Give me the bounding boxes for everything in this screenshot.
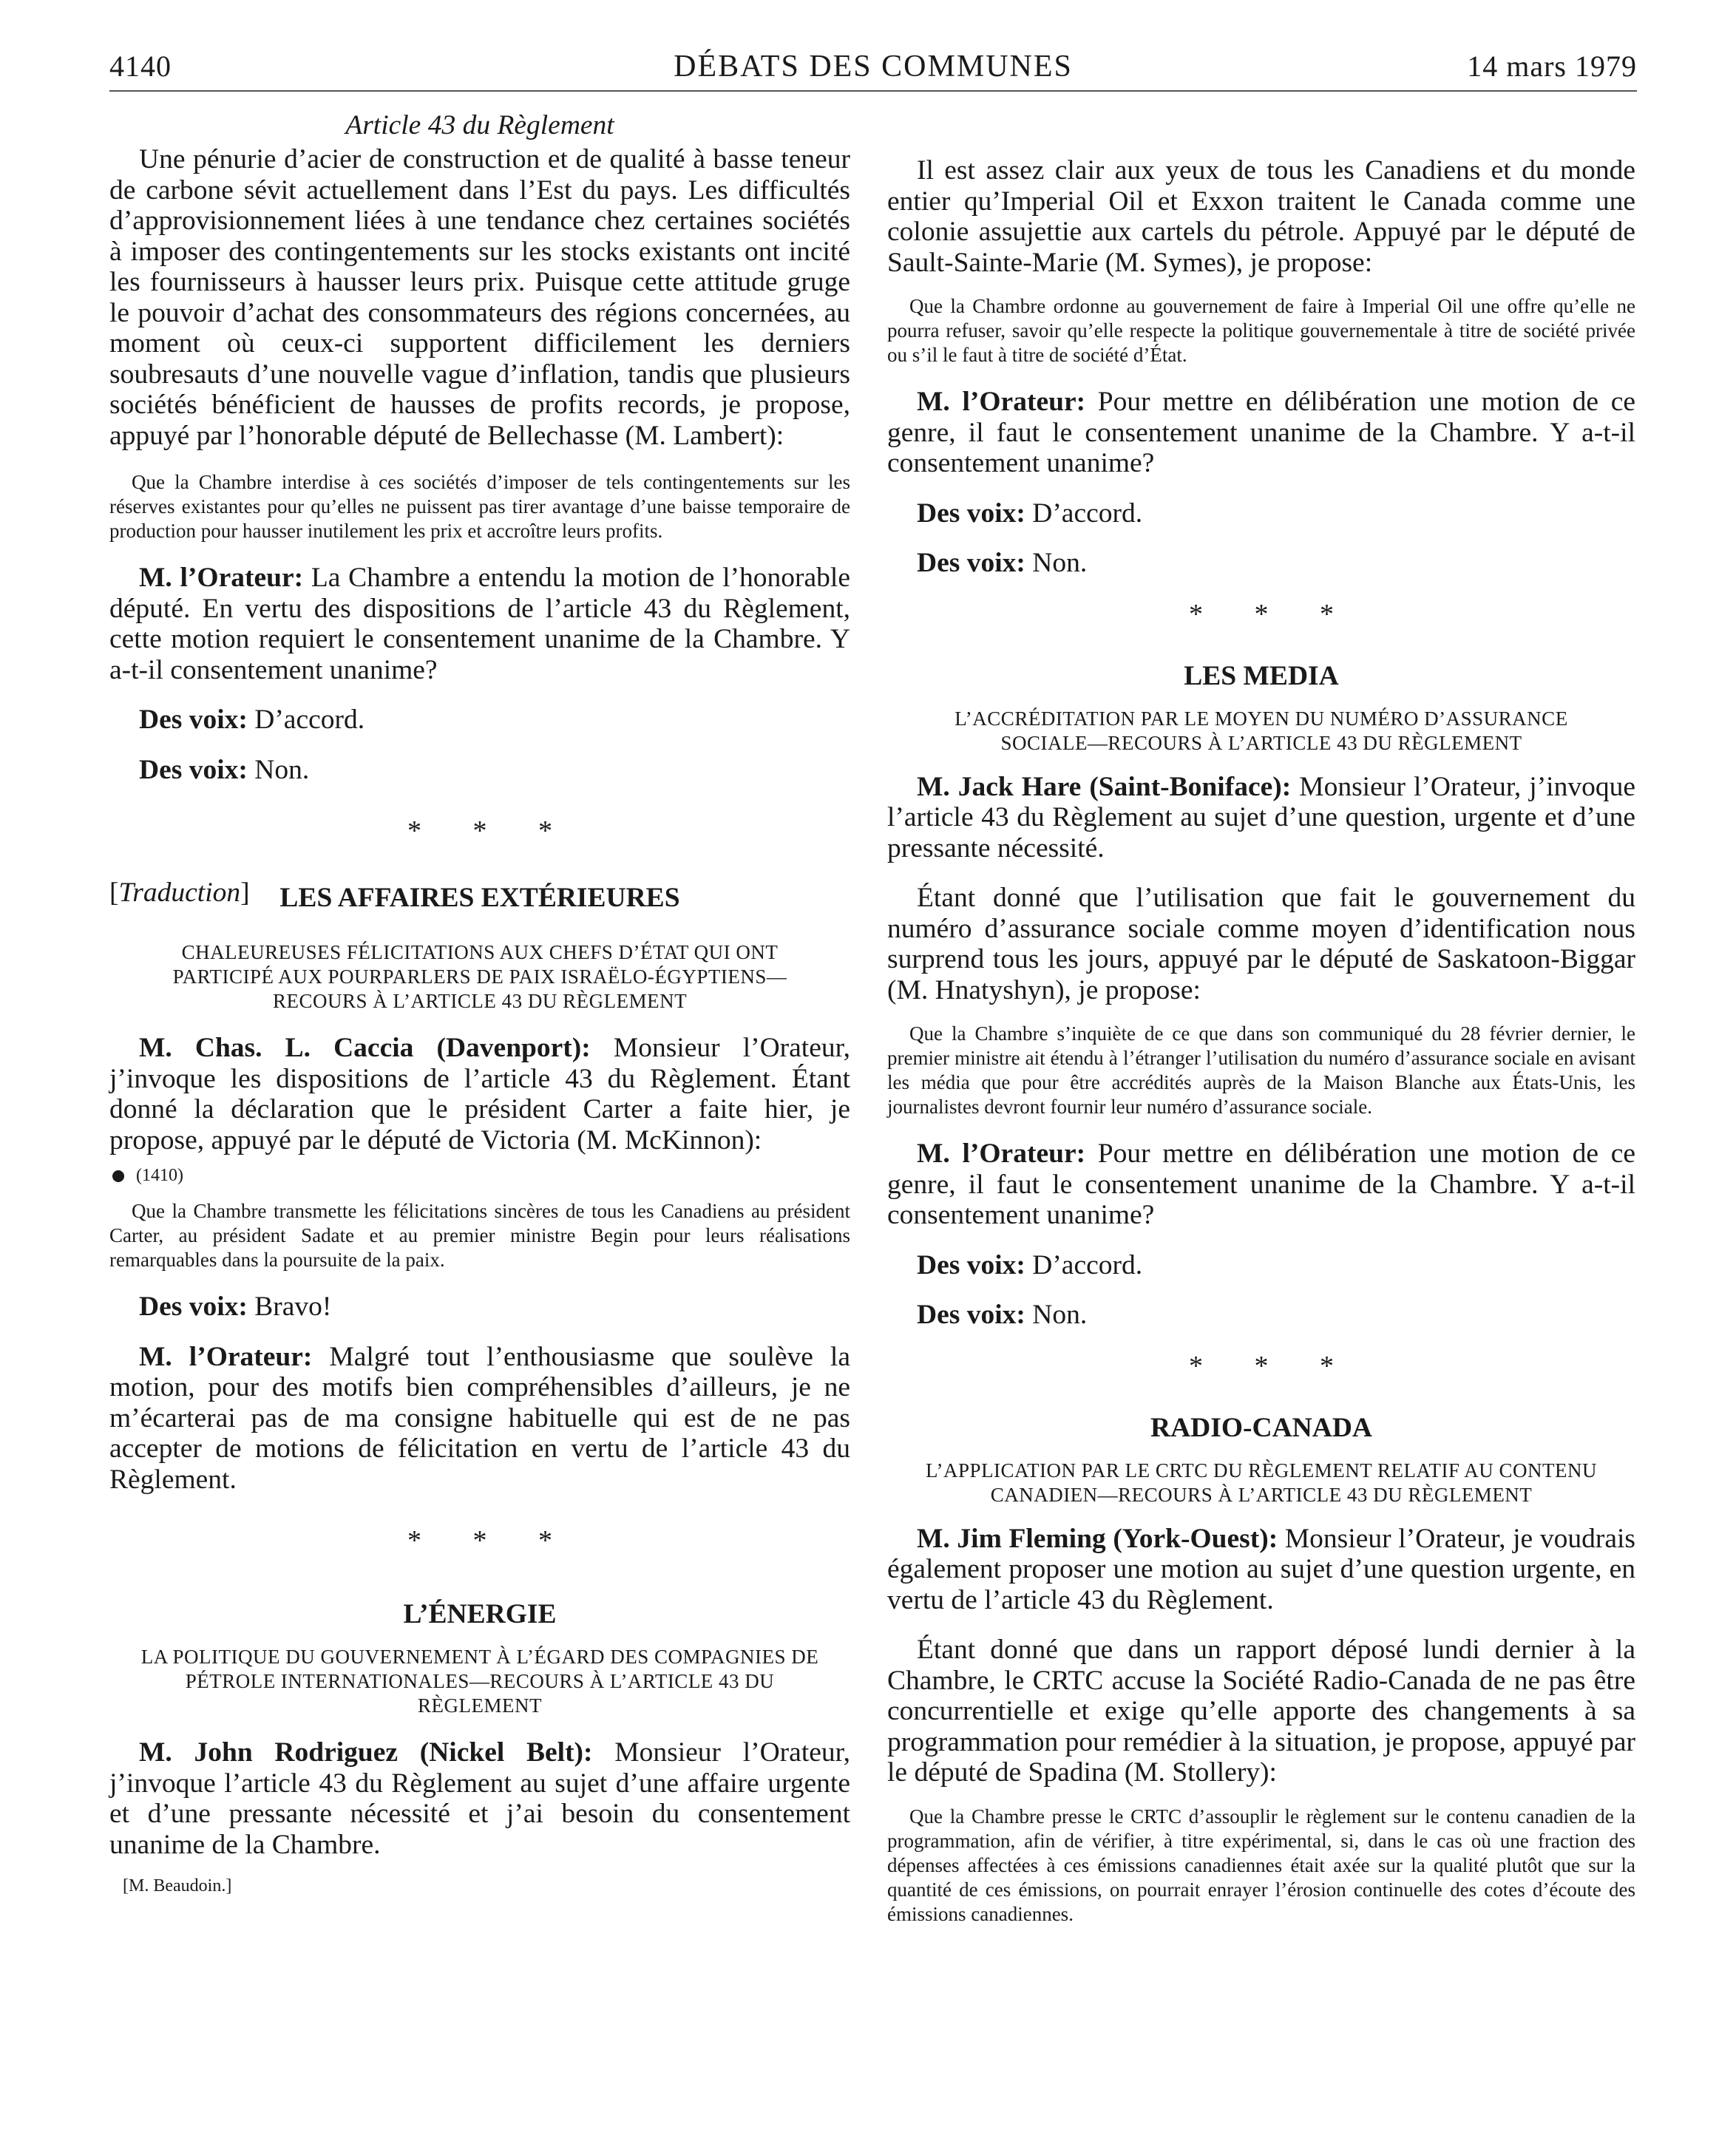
speech-text: La Chambre a entendu la motion de l’honorable député. En vertu des dispositions de l’article 43 du Règlement, cette motion requiert le consentement unanime de la Chambre. Y a-t-il consentement unanime?	[109, 563, 850, 685]
page-date: 14 mars 1979	[1467, 50, 1637, 83]
section-separator: * * *	[1189, 1350, 1356, 1382]
voices-agree	[887, 1250, 1635, 1281]
speaker-paragraph	[887, 1138, 1635, 1231]
voices-response: Bravo!	[247, 1292, 332, 1322]
speaker-name: M. l’Orateur:	[917, 1138, 1086, 1169]
motion-text: Que la Chambre interdise à ces sociétés d’imposer de tels contingentements sur les réserves existantes pour qu’elles ne puissent pas tirer avantage d’une baisse temporaire de production pour hausser inutilement les prix et accroître leurs profits.	[109, 471, 850, 542]
voices-no	[887, 548, 1635, 579]
voices-label: Des voix:	[917, 498, 1025, 529]
voices-response: Non.	[1025, 1300, 1088, 1330]
speaker-name: M. Chas. L. Caccia (Davenport):	[139, 1033, 591, 1063]
speech-text: Pour mettre en délibération une motion de ce genre, il faut le consentement unanime de la Chambre. Y a-t-il consentement unanime?	[887, 387, 1635, 478]
section-title: L’ÉNERGIE	[403, 1599, 557, 1629]
section-separator: * * *	[1189, 598, 1356, 630]
speaker-name: M. Jim Fleming (York-Ouest):	[917, 1523, 1278, 1554]
voices-response: D’accord.	[1025, 1249, 1143, 1280]
page-number: 4140	[109, 50, 172, 83]
speech-text: Malgré tout l’enthousiasme que soulève la motion, pour des motifs bien compréhensibles d’ailleurs, je ne m’écarterai pas de ma consigne habituelle qui est de ne pas accepter de motions de félicitation en vertu de l’article 43 du Règlement.	[109, 1341, 850, 1495]
voices-agree	[887, 498, 1635, 529]
article-heading: Article 43 du Règlement	[345, 110, 614, 140]
page-header	[109, 49, 1637, 92]
speaker-paragraph	[109, 563, 850, 685]
bracket-close: ]	[240, 878, 250, 908]
speaker-name: M. Jack Hare (Saint-Boniface):	[917, 771, 1292, 802]
section-subtitle: LA POLITIQUE DU GOUVERNEMENT À L’ÉGARD DES COMPAGNIES DE PÉTROLE INTERNATIONALES—RECOURS À L’ARTICLE 43 DU RÈGLEMENT	[140, 1646, 819, 1717]
publication-title: DÉBATS DES COMMUNES	[674, 50, 1073, 84]
speech-text: Monsieur l’Orateur, je voudrais également proposer une motion au sujet d’une question urgente, en vertu de l’article 43 du Règlement.	[887, 1523, 1635, 1615]
voices-label: Des voix:	[917, 1249, 1025, 1280]
motion-text: Que la Chambre s’inquiète de ce que dans son communiqué du 28 février dernier, le premier ministre ait étendu à l’étranger l’utilisation du numéro d’assurance sociale en avisant les média que pour être accrédités auprès de la Maison Blanche aux États-Unis, les journalistes devront fournir leur numéro d’assurance sociale.	[887, 1022, 1635, 1118]
voices-label: Des voix:	[139, 1292, 248, 1322]
right-column	[887, 155, 1635, 1946]
speech-text: Monsieur l’Orateur, j’invoque les dispositions de l’article 43 du Règlement. Étant donné la déclaration que le président Carter a faite hier, je propose, appuyé par le député de Victoria (M. McKinnon):	[109, 1033, 850, 1155]
footnote: [M. Beaudoin.]	[123, 1876, 232, 1896]
speech-text: Monsieur l’Orateur, j’invoque l’article 43 du Règlement au sujet d’une affaire urgente et d’une pressante nécessité et j’ai besoin du consentement unanime de la Chambre.	[109, 1737, 850, 1860]
paragraph: Une pénurie d’acier de construction et de qualité à basse teneur de carbone sévit actuellement dans l’Est du pays. Les difficultés d’approvisionnement liées à une tendance chez certaines sociétés à imposer des contingentements sur les stocks existants ont incité les fournisseurs à hausser leurs prix. Puisque cette attitude gruge le pouvoir d’achat des consommateurs des régions concernées, au moment où ceux-ci supportent difficilement les derniers soubresauts d’une nouvelle vague d’inflation, tandis que plusieurs sociétés bénéficient de hausses de profits records, je propose, appuyé par l’honorable député de Bellechasse (M. Lambert):	[109, 144, 850, 451]
speaker-paragraph	[887, 772, 1635, 864]
voices-response: D’accord.	[247, 705, 365, 735]
speaker-paragraph	[109, 1033, 850, 1155]
bullet-dot-icon	[112, 1170, 124, 1182]
time-marker	[109, 1166, 850, 1186]
speaker-paragraph	[887, 387, 1635, 479]
motion-text: Que la Chambre presse le CRTC d’assouplir le règlement sur le contenu canadien de la programmation, afin de vérifier, à titre expérimental, si, dans le cas où une fraction des dépenses affectées à ces émissions canadiennes était axée sur la qualité plutôt que sur la quantité de ces émissions, on pourrait enrayer l’érosion continuelle des cotes d’écoute des émissions canadiennes.	[887, 1805, 1635, 1925]
voices-no	[109, 755, 850, 786]
speaker-paragraph	[109, 1737, 850, 1860]
voices-response: Non.	[1025, 548, 1088, 578]
section-title: LES MEDIA	[1184, 660, 1339, 691]
bracket-open: [	[109, 878, 119, 908]
paragraph: Étant donné que l’utilisation que fait le gouvernement du numéro d’assurance sociale comme moyen d’identification nous surprend tous les jours, appuyé par le député de Saskatoon-Biggar (M. Hnatyshyn), je propose:	[887, 883, 1635, 1005]
voices-agree	[109, 705, 850, 736]
motion-text: Que la Chambre ordonne au gouvernement de faire à Imperial Oil une offre qu’elle ne pourra refuser, savoir qu’elle respecte la politique gouvernementale à titre de société privée ou s’il le faut à titre de société d’État.	[887, 295, 1635, 366]
left-column	[109, 109, 850, 1896]
section-subtitle: L’APPLICATION PAR LE CRTC DU RÈGLEMENT RELATIF AU CONTENU CANADIEN—RECOURS À L’ARTICLE 43 DU RÈGLEMENT	[926, 1459, 1597, 1506]
voices-label: Des voix:	[917, 548, 1025, 578]
section-separator: * * *	[407, 815, 574, 846]
speech-text: Pour mettre en délibération une motion de ce genre, il faut le consentement unanime de la Chambre. Y a-t-il consentement unanime?	[887, 1138, 1635, 1230]
speech-text: Monsieur l’Orateur, j’invoque l’article 43 du Règlement au sujet d’une question, urgente et d’une pressante nécessité.	[887, 771, 1635, 863]
speaker-name: M. l’Orateur:	[139, 1341, 313, 1372]
voices-label: Des voix:	[917, 1300, 1025, 1330]
voices-no	[887, 1300, 1635, 1331]
voices-bravo	[109, 1292, 850, 1323]
section-separator: * * *	[407, 1525, 574, 1556]
section-subtitle: CHALEUREUSES FÉLICITATIONS AUX CHEFS D’ÉTAT QUI ONT PARTICIPÉ AUX POURPARLERS DE PAIX ISRAËLO-ÉGYPTIENS—RECOURS À L’ARTICLE 43 DU RÈGLEMENT	[172, 941, 787, 1012]
speaker-name: M. l’Orateur:	[139, 563, 304, 593]
voices-label: Des voix:	[139, 705, 248, 735]
section-title: RADIO-CANADA	[1150, 1412, 1372, 1443]
time-stamp: (1410)	[136, 1166, 183, 1185]
speaker-name: M. l’Orateur:	[917, 387, 1086, 417]
section-title: LES AFFAIRES EXTÉRIEURES	[279, 883, 680, 913]
speaker-name: M. John Rodriguez (Nickel Belt):	[139, 1737, 593, 1768]
paragraph: Il est assez clair aux yeux de tous les Canadiens et du monde entier qu’Imperial Oil et Exxon traitent le Canada comme une colonie assujettie aux cartels du pétrole. Appuyé par le député de Sault-Sainte-Marie (M. Symes), je propose:	[887, 155, 1635, 278]
traduction-word: Traduction	[118, 878, 241, 908]
section-subtitle: L’ACCRÉDITATION PAR LE MOYEN DU NUMÉRO D’ASSURANCE SOCIALE—RECOURS À L’ARTICLE 43 DU RÈGLEMENT	[955, 707, 1568, 754]
speaker-paragraph	[109, 1342, 850, 1496]
speaker-paragraph	[887, 1524, 1635, 1616]
voices-label: Des voix:	[139, 754, 248, 785]
motion-text: Que la Chambre transmette les félicitations sincères de tous les Canadiens au président Carter, au président Sadate et au premier ministre Begin pour leurs réalisations remarquables dans la poursuite de la paix.	[109, 1200, 850, 1271]
voices-response: Non.	[247, 754, 310, 785]
voices-response: D’accord.	[1025, 498, 1143, 529]
paragraph: Étant donné que dans un rapport déposé lundi dernier à la Chambre, le CRTC accuse la Société Radio-Canada de ne pas être concurrentielle et exige qu’elle apporte des changements à sa programmation pour remédier à la situation, je propose, appuyé par le député de Spadina (M. Stollery):	[887, 1635, 1635, 1788]
